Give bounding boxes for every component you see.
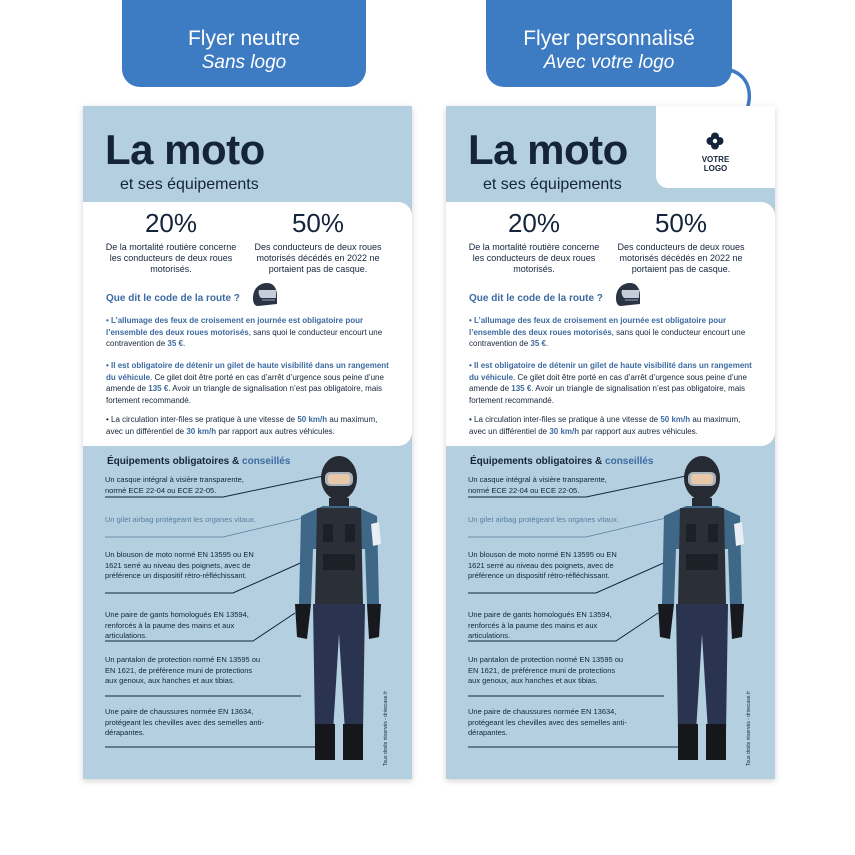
stat-helmet xyxy=(611,206,751,275)
tab-neutral-title: Flyer neutre xyxy=(187,27,301,50)
motorcyclist-illustration xyxy=(646,454,756,766)
rule-vest xyxy=(469,360,754,406)
flyer-subtitle: et ses équipements xyxy=(120,176,259,193)
stat-description: De la mortalité routière concerne les conducteurs de deux roues motorisés. xyxy=(468,242,600,274)
rule-amount: 135 € xyxy=(148,384,169,393)
stat-mortality xyxy=(101,206,241,275)
equipment-helmet: Un casque intégral à visière transparente, normé ECE 22-04 ou ECE 22-05. xyxy=(468,475,607,495)
flyer-title: La moto xyxy=(468,126,628,173)
motorcyclist-illustration xyxy=(283,454,393,766)
rule-amount: 135 € xyxy=(511,384,532,393)
rule-end: . xyxy=(182,339,186,348)
info-card xyxy=(446,202,775,446)
logo-placeholder xyxy=(656,106,775,188)
logo-text: VOTRE LOGO xyxy=(701,155,730,173)
equipment-boots: Une paire de chaussures normée EN 13634, protégeant les chevilles avec des semelles anti-dérapantes. xyxy=(468,707,627,737)
rule-text: . Ce gilet doit être porté en cas d’arrêt d’urgence sous peine d’une amende de xyxy=(469,372,747,393)
tab-custom-subtitle: Avec votre logo xyxy=(543,52,675,73)
helmet-icon xyxy=(250,282,278,308)
stat-value: 20% xyxy=(144,208,198,238)
stat-mortality xyxy=(464,206,604,275)
rule-text: • La circulation inter-files se pratique à une vitesse de xyxy=(106,415,298,424)
copyright-text: Tous droits réservés - drivecase.fr xyxy=(746,690,752,766)
rule-text: au maximum, avec un différentiel de xyxy=(469,415,741,436)
rule-lights xyxy=(469,315,754,350)
rule-vest xyxy=(106,360,391,406)
rule-lane-splitting xyxy=(106,414,391,437)
info-card xyxy=(83,202,412,446)
equipment-gloves: Une paire de gants homologués EN 13594, renforcés à la paume des mains et aux articulations. xyxy=(468,610,612,640)
stat-value: 50% xyxy=(291,208,345,238)
tab-custom-flyer[interactable] xyxy=(486,0,732,87)
rule-end: . Avoir un triangle de signalisation n’est pas obligatoire, mais fortement recommandé. xyxy=(469,384,746,405)
equipment-airbag: Un gilet airbag protégeant les organes vitaux. xyxy=(468,515,619,524)
tab-neutral-subtitle: Sans logo xyxy=(201,52,287,73)
rule-bold: • Il est obligatoire de détenir un gilet de haute visibilité dans un rangement du véhicule xyxy=(106,361,389,382)
rule-text: au maximum, avec un différentiel de xyxy=(106,415,378,436)
equipment-title xyxy=(470,456,653,467)
equipment-title xyxy=(107,456,290,467)
stat-description: Des conducteurs de deux roues motorisés décédés en 2022 ne portaient pas de casque. xyxy=(254,242,382,274)
equipment-jacket: Un blouson de moto normé EN 13595 ou EN 1621 serré au niveau des poignets, avec de préférence un dispositif rétro-réfléchissant. xyxy=(105,550,254,580)
logo-icon xyxy=(706,132,724,150)
rule-text: • La circulation inter-files se pratique à une vitesse de xyxy=(469,415,661,424)
equipment-gloves: Une paire de gants homologués EN 13594, renforcés à la paume des mains et aux articulations. xyxy=(105,610,249,640)
rule-lane-splitting xyxy=(469,414,754,437)
rule-bold: • L’allumage des feux de croisement en journée est obligatoire pour l’ensemble des deux roues motorisés xyxy=(469,316,727,337)
rule-bold: • L’allumage des feux de croisement en journée est obligatoire pour l’ensemble des deux roues motorisés xyxy=(106,316,364,337)
equipment-boots: Une paire de chaussures normée EN 13634, protégeant les chevilles avec des semelles anti-dérapantes. xyxy=(105,707,264,737)
rule-text: . Ce gilet doit être porté en cas d’arrêt d’urgence sous peine d’une amende de xyxy=(106,372,384,393)
tab-neutral-flyer[interactable] xyxy=(122,0,366,87)
stat-value: 50% xyxy=(654,208,708,238)
tab-custom-title: Flyer personnalisé xyxy=(523,27,695,50)
copyright-text: Tous droits réservés - drivecase.fr xyxy=(383,690,389,766)
rule-end: par rapport aux autres véhicules. xyxy=(579,426,698,436)
code-route-title: Que dit le code de la route ? xyxy=(469,293,603,304)
rule-speed: 50 km/h xyxy=(297,415,328,424)
rule-text: , sans quoi le conducteur encourt une contravention de xyxy=(469,327,746,348)
rule-end: par rapport aux autres véhicules. xyxy=(216,426,335,436)
equipment-helmet: Un casque intégral à visière transparente, normé ECE 22-04 ou ECE 22-05. xyxy=(105,475,244,495)
equipment-airbag: Un gilet airbag protégeant les organes vitaux. xyxy=(105,515,256,524)
flyer-title: La moto xyxy=(105,126,265,173)
stat-helmet xyxy=(248,206,388,275)
rule-text: , sans quoi le conducteur encourt une contravention de xyxy=(106,327,383,348)
helmet-icon xyxy=(613,282,641,308)
equipment-trousers: Un pantalon de protection normé EN 13595 ou EN 1621, de préférence muni de protections aux genoux, aux hanches et aux tibias. xyxy=(105,655,261,685)
equipment-title-main: Équipements obligatoires & xyxy=(107,456,243,467)
stat-description: De la mortalité routière concerne les conducteurs de deux roues motorisés. xyxy=(105,242,237,274)
equipment-jacket: Un blouson de moto normé EN 13595 ou EN 1621 serré au niveau des poignets, avec de préférence un dispositif rétro-réfléchissant. xyxy=(468,550,617,580)
equipment-title-accent: conseillés xyxy=(242,456,291,467)
code-route-title: Que dit le code de la route ? xyxy=(106,293,240,304)
equipment-trousers: Un pantalon de protection normé EN 13595 ou EN 1621, de préférence muni de protections aux genoux, aux hanches et aux tibias. xyxy=(468,655,624,685)
rule-amount: 35 € xyxy=(167,339,183,348)
equipment-title-main: Équipements obligatoires & xyxy=(470,456,606,467)
rule-speed: 30 km/h xyxy=(549,426,580,436)
equipment-title-accent: conseillés xyxy=(605,456,654,467)
stat-value: 20% xyxy=(507,208,561,238)
stat-description: Des conducteurs de deux roues motorisés décédés en 2022 ne portaient pas de casque. xyxy=(617,242,745,274)
flyer-neutral xyxy=(83,106,412,779)
rule-end: . xyxy=(545,339,549,348)
rule-speed: 50 km/h xyxy=(660,415,691,424)
rule-amount: 35 € xyxy=(530,339,546,348)
flyer-subtitle: et ses équipements xyxy=(483,176,622,193)
rule-end: . Avoir un triangle de signalisation n’est pas obligatoire, mais fortement recommandé. xyxy=(106,384,383,405)
rule-speed: 30 km/h xyxy=(186,426,217,436)
flyer-custom xyxy=(446,106,775,779)
rule-bold: • Il est obligatoire de détenir un gilet de haute visibilité dans un rangement du véhicule xyxy=(469,361,752,382)
rule-lights xyxy=(106,315,391,350)
